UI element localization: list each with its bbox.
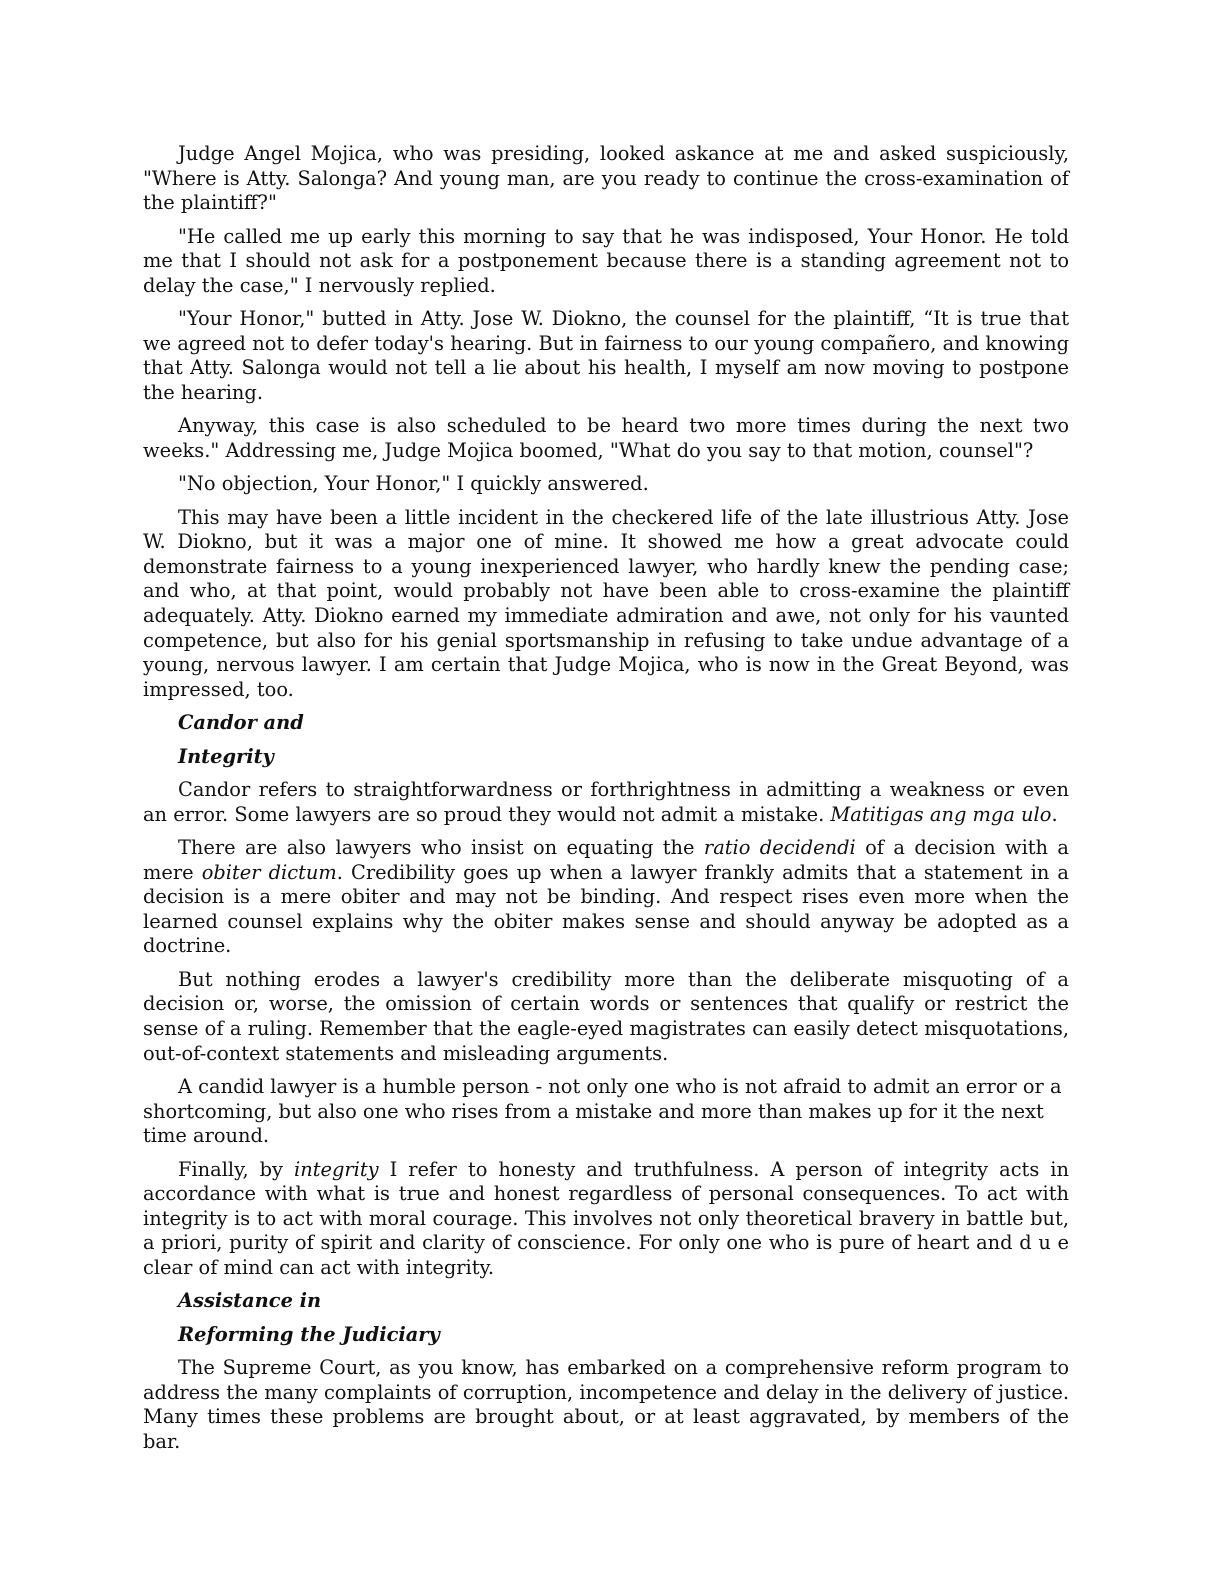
- text-run: . Credibility goes up when a lawyer frankly admits that a statement in a decision is a mere obiter and may not be binding. And respect rises even more when the learned counsel explains why the obiter makes sense and should anyway be adopted as a doctrine.: [143, 860, 1069, 958]
- paragraph-no-objection: "No objection, Your Honor," I quickly answered.: [178, 472, 649, 496]
- paragraph-candor-definition: [143, 778, 1069, 827]
- paragraph-misquoting: But nothing erodes a lawyer's credibility more than the deliberate misquoting of a decision or, worse, the omission of certain words or sentences that qualify or restrict the sense of a ruling. Remember that the eagle-eyed magistrates can easily detect misquotations, out-of-context statements and misleading arguments.: [143, 967, 1069, 1065]
- document-page: [143, 142, 1069, 1463]
- italic-phrase: Matitigas ang mga ulo: [830, 802, 1052, 826]
- paragraph-integrity: [143, 1158, 1069, 1281]
- paragraph-diokno-motion: "Your Honor," butted in Atty. Jose W. Diokno, the counsel for the plaintiff, “It is true that we agreed not to defer today's hearing. But in fairness to our young compañero, and knowing that Atty. Salonga would not tell a lie about his health, I myself am now moving to postpone the hearing.: [143, 307, 1069, 404]
- text-run: There are also lawyers who insist on equating the: [178, 836, 704, 860]
- italic-phrase: ratio decidendi: [703, 836, 856, 860]
- text-run: Finally, by: [178, 1157, 295, 1181]
- section-heading-candor-line2: Integrity: [178, 744, 274, 768]
- section-heading-reform-line2: Reforming the Judiciary: [178, 1322, 440, 1346]
- paragraph-incident-reflection: This may have been a little incident in the checkered life of the late illustrious Atty. Jose W. Diokno, but it was a major one of mine. It showed me how a great advocate could demonstrate fairness to a young inexperienced lawyer, who hardly knew the pending case; and who, at that point, would probably not have been able to cross-examine the plaintiff adequately. Atty. Diokno earned my immediate admiration and awe, not only for his vaunted competence, but also for his genial sportsmanship in refusing to take undue advantage of a young, nervous lawyer. I am certain that Judge Mojica, who is now in the Great Beyond, was impressed, too.: [143, 505, 1069, 701]
- italic-phrase: integrity: [294, 1157, 379, 1181]
- paragraph-nervous-reply: "He called me up early this morning to say that he was indisposed, Your Honor. He told me that I should not ask for a postponement because there is a standing agreement not to delay the case," I nervously replied.: [143, 224, 1069, 297]
- text-run: .: [1051, 802, 1058, 826]
- paragraph-judge-question: Judge Angel Mojica, who was presiding, looked askance at me and asked suspiciously, "Where is Atty. Salonga? And young man, are you ready to continue the cross-examination of the plaintiff?": [143, 142, 1069, 215]
- section-heading-reform-line1: Assistance in: [178, 1289, 322, 1313]
- text-run: I refer to honesty and truthfulness. A person of integrity acts in accordance with what is true and honest regardless of personal consequences. To act with integrity is to act with moral courage. This involves not only theoretical bravery in battle but, a priori, purity of spirit and clarity of conscience. For only one who is pure of heart and d u e clear of mind can act with integrity.: [143, 1157, 1069, 1279]
- paragraph-supreme-court-reform: The Supreme Court, as you know, has embarked on a comprehensive reform program to address the many complaints of corruption, incompetence and delay in the delivery of justice. Many times these problems are brought about, or at least aggravated, by members of the bar.: [143, 1356, 1069, 1453]
- paragraph-ratio-obiter: [143, 836, 1069, 959]
- italic-phrase: obiter dictum: [201, 860, 337, 884]
- text-run: of a decision with a mere: [143, 836, 1069, 884]
- text-run: Candor refers to straightforwardness or forthrightness in admitting a weakness or even an error. Some lawyers are so proud they would not admit a mistake.: [143, 778, 1069, 826]
- section-heading-candor-line1: Candor and: [178, 711, 304, 735]
- paragraph-candid-lawyer: A candid lawyer is a humble person - not only one who is not afraid to admit an error or a shortcoming, but also one who rises from a mistake and more than makes up for it the next time around.: [143, 1074, 1062, 1148]
- paragraph-anyway: Anyway, this case is also scheduled to be heard two more times during the next two weeks." Addressing me, Judge Mojica boomed, "What do you say to that motion, counsel"?: [143, 414, 1069, 462]
